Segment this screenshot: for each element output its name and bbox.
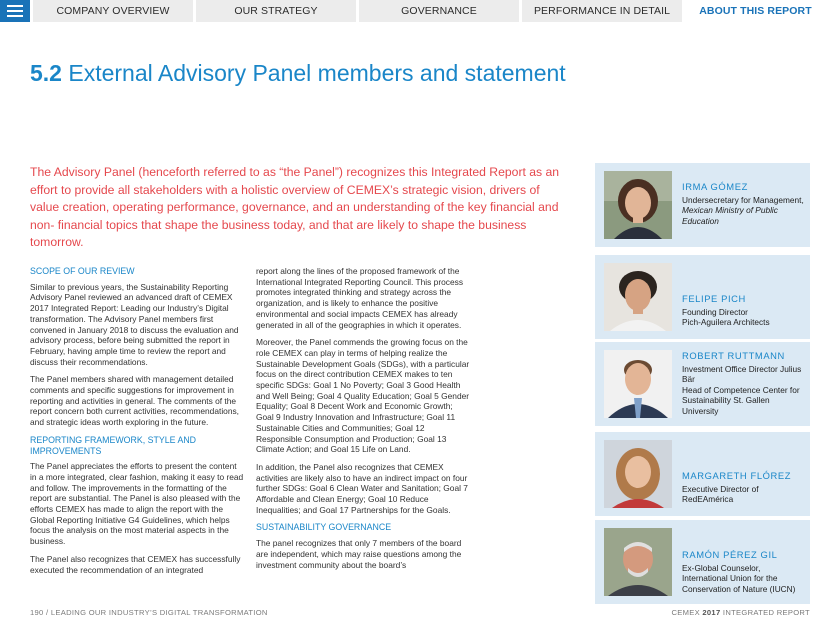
member-info: [682, 293, 806, 328]
tab-about-this-report[interactable]: ABOUT THIS REPORT: [685, 0, 826, 22]
member-info: [682, 549, 806, 594]
intro-statement: The Advisory Panel (henceforth referred to as “the Panel”) recognizes this Integrated Report as an effort to provide all stakeholders with a holistic overview of CEMEX’s strategic vision, drivers of value creation, operating performance, governance, and an understanding of the key financial and non- financial topics that shape the business today, and that are likely to shape the business tomorrow.: [30, 165, 560, 250]
member-info: [682, 350, 806, 416]
paragraph: The Panel members shared with management detailed comments and specific suggestions for improvement in reporting and activities in general. The comments of the report concern both current activities, recommendations, and strategic ideas worth exploring in the future.: [30, 374, 240, 428]
tab-governance[interactable]: GOVERNANCE: [359, 0, 519, 22]
heading-framework: REPORTING FRAMEWORK, STYLE AND IMPROVEMENTS: [30, 434, 197, 456]
page-title: [30, 60, 566, 87]
member-role: Founding Director Pich-Aguilera Architects: [682, 307, 770, 328]
body-column-2: [256, 266, 470, 577]
heading-scope: SCOPE OF OUR REVIEW: [30, 266, 135, 276]
member-photo: [604, 263, 672, 331]
footer-right: CEMEX 2017 INTEGRATED REPORT: [671, 608, 810, 617]
member-photo: [604, 440, 672, 508]
section-number: 5.2: [30, 60, 62, 86]
paragraph: The Panel appreciates the efforts to present the content in a more integrated, clear fashion, making it easy to read and follow. The improvements in the formatting of the report are substantial. The Panel is also pleased with the efforts CEMEX has made to align the report with the Global Reporting Initiative G4 Guidelines, which helps focus the analysis on the most material aspects in the business.: [30, 461, 244, 547]
member-role: Executive Director of RedEAmérica: [682, 484, 759, 505]
member-info: [682, 470, 806, 505]
member-photo: [604, 528, 672, 596]
body-column-1: [30, 266, 244, 582]
member-name: FELIPE PICH: [682, 293, 746, 304]
tab-performance-in-detail[interactable]: PERFORMANCE IN DETAIL: [522, 0, 682, 22]
member-photo: [604, 350, 672, 418]
member-role: Ex-Global Counselor, International Union for the Conservation of Nature (IUCN): [682, 563, 796, 594]
paragraph: Similar to previous years, the Sustainability Reporting Advisory Panel reviewed an advanced draft of CEMEX 2017 Integrated Report: Leading our Industry’s Digital transformation. The Advisory Panel members first convened in January 2018 to discuss the evaluation and advisory process, before being submitted the report in February, having ample time to review the report and discuss their recommendations.: [30, 281, 239, 367]
member-name: IRMA GÓMEZ: [682, 181, 748, 192]
member-photo: [604, 171, 672, 239]
member-role: Investment Office Director Julius Bär Head of Competence Center for Sustainability St. Gallen University: [682, 364, 802, 416]
page-number: 190: [30, 608, 44, 617]
paragraph: report along the lines of the proposed framework of the International Integrated Reporting Council. This process promotes integrated thinking and strategy across the organization, and is likely to enhance the positive environmental and social impacts CEMEX has already generated in all of the geographies in which it operates.: [256, 266, 464, 330]
paragraph: Moreover, the Panel commends the growing focus on the role CEMEX can play in terms of helping realize the Sustainable Development Goals (SDGs), with a particular focus on the direct contribution CEMEX makes to ten specific SDGs: Goal 1 No Poverty; Goal 3 Good Health and Well Being; Goal 4 Quality Education; Goal 5 Gender Equality; Goal 8 Decent Work and Economic Growth; Goal 9 Industry Innovation and Infrastructure; Goal 11 Sustainable Cities and Communities; Goal 12 Responsible Consumption and Production; Goal 13 Climate Action; and Goal 15 Life on Land.: [256, 337, 470, 455]
hamburger-menu-icon[interactable]: [0, 0, 30, 22]
member-name: ROBERT RUTTMANN: [682, 350, 785, 361]
section-title: External Advisory Panel members and statement: [68, 60, 566, 86]
member-card-felipe-pich: [595, 255, 810, 339]
member-role: Undersecretary for Management, Mexican Ministry of Public Education: [682, 195, 804, 226]
member-name: MARGARETH FLÓREZ: [682, 470, 792, 481]
member-card-irma-gomez: [595, 163, 810, 247]
footer-left: 190 / LEADING OUR INDUSTRY’S DIGITAL TRANSFORMATION: [30, 608, 268, 617]
paragraph: In addition, the Panel also recognizes that CEMEX activities are likely also to have an indirect impact on four further SDGs: Goal 6 Clean Water and Sanitation; Goal 7 Affordable and Clean Energy; Goal 10 Reduce Inequalities; and Goal 17 Partnerships for the Goals.: [256, 461, 468, 515]
member-info: [682, 181, 806, 226]
member-name: RAMÓN PÉREZ GIL: [682, 549, 778, 560]
paragraph: The Panel also recognizes that CEMEX has successfully executed the recommendation of an integrated: [30, 553, 241, 575]
tab-our-strategy[interactable]: OUR STRATEGY: [196, 0, 356, 22]
member-card-margareth-florez: [595, 432, 810, 516]
top-navigation: [0, 0, 840, 22]
member-card-robert-ruttmann: [595, 342, 810, 426]
paragraph: The panel recognizes that only 7 members of the board are independent, which may raise questions among the investment community about the board’s: [256, 538, 462, 570]
heading-governance: SUSTAINABILITY GOVERNANCE: [256, 522, 392, 533]
tab-company-overview[interactable]: COMPANY OVERVIEW: [33, 0, 193, 22]
member-card-ramon-perez-gil: [595, 520, 810, 604]
